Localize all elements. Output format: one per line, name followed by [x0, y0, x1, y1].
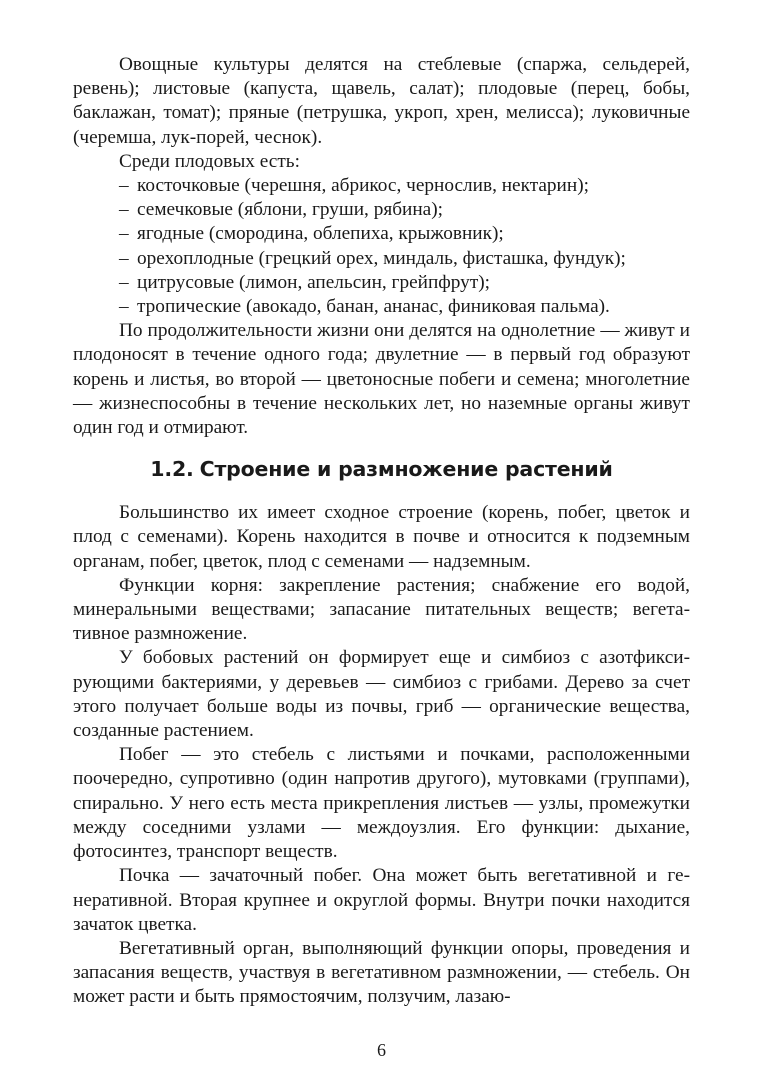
list-item-text: орехоплодные (грецкий орех, миндаль, фисташка, фундук);: [137, 247, 626, 269]
list-item-text: семечковые (яблони, груши, рябина);: [137, 199, 443, 221]
list-dash: –: [119, 223, 129, 245]
list-item-text: косточковые (черешня, абрикос, чернослив, нектарин);: [137, 175, 589, 197]
list-item: [73, 174, 690, 198]
paragraph-symbiosis: У бобовых растений он формирует еще и симбиоз с азотфиксирующими бактериями, у деревьев — симбиоз с грибами. Дерево за счет этого получает больше воды из почвы, гриб — органические вещества, созданные растением.: [73, 647, 690, 742]
list-dash: –: [119, 296, 129, 318]
section-number: 1.2.: [150, 457, 194, 482]
list-dash: –: [119, 247, 129, 269]
section-title: Строение и размножение растений: [199, 457, 613, 482]
list-item: [73, 247, 690, 271]
fruit-types-list: [73, 174, 690, 319]
paragraph-root-functions: Функции корня: закрепление растения; снабжение его водой, минеральными веществами; запасание питательных веществ; вегетативное размножение.: [73, 574, 690, 645]
paragraph-structure: Большинство их имеет сходное строение (корень, побег, цветок и плод с семенами). Корень находится в почве и относится к подземным органам, побег, цветок, плод с семенами — надземным.: [73, 502, 690, 572]
list-item: [73, 198, 690, 222]
list-item-text: тропические (авокадо, банан, ананас, финиковая пальма).: [137, 296, 610, 318]
list-dash: –: [119, 271, 129, 293]
page-number: 6: [377, 1040, 386, 1060]
list-item: [73, 295, 690, 319]
list-item: [73, 271, 690, 295]
list-dash: –: [119, 199, 129, 221]
list-dash: –: [119, 175, 129, 197]
section-heading: [73, 454, 690, 484]
paragraph-vegetable-types: Овощные культуры делятся на стеблевые (спаржа, сельдерей, ревень); листовые (капуста, щавель, салат); плодовые (перец, бобы, баклажан, томат); пряные (петрушка, укроп, хрен, мелисса); луковичные (черемша, лук-порей, чеснок).: [73, 54, 690, 148]
paragraph-bud: Почка — зачаточный побег. Она может быть вегетативной и генеративной. Вторая крупнее и округлой формы. Внутри почки находится зачаток цветка.: [73, 865, 690, 935]
paragraph-fruit-intro: Среди плодовых есть:: [119, 150, 300, 172]
list-item: [73, 222, 690, 246]
list-item-text: ягодные (смородина, облепиха, крыжовник);: [137, 223, 504, 245]
paragraph-lifespan: По продолжительности жизни они делятся на однолетние — живут и плодоносят в течение одного года; двулетние — в первый год образуют корень и листья, во второй — цветоносные побеги и семена; многолетние — жизнеспособны в течение нескольких лет, но наземные органы живут один год и отмирают.: [73, 320, 690, 439]
page-content: [73, 53, 690, 1010]
paragraph-stem: Вегетативный орган, выполняющий функции опоры, проведения и запасания веществ, участвуя в вегетативном размножении, — стебель. Он может расти и быть прямостоячим, ползучим, лазаю-: [73, 937, 690, 1008]
list-item-text: цитрусовые (лимон, апельсин, грейпфрут);: [137, 271, 491, 293]
paragraph-shoot: Побег — это стебель с листьями и почками, расположенными поочередно, супротивно (один напротив другого), мутовками (группами), спирально. У него есть места прикрепления листьев — узлы, промежутки между соседними узлами — междоузлия. Его функции: дыхание, фотосинтез, транспорт веществ.: [73, 744, 690, 863]
